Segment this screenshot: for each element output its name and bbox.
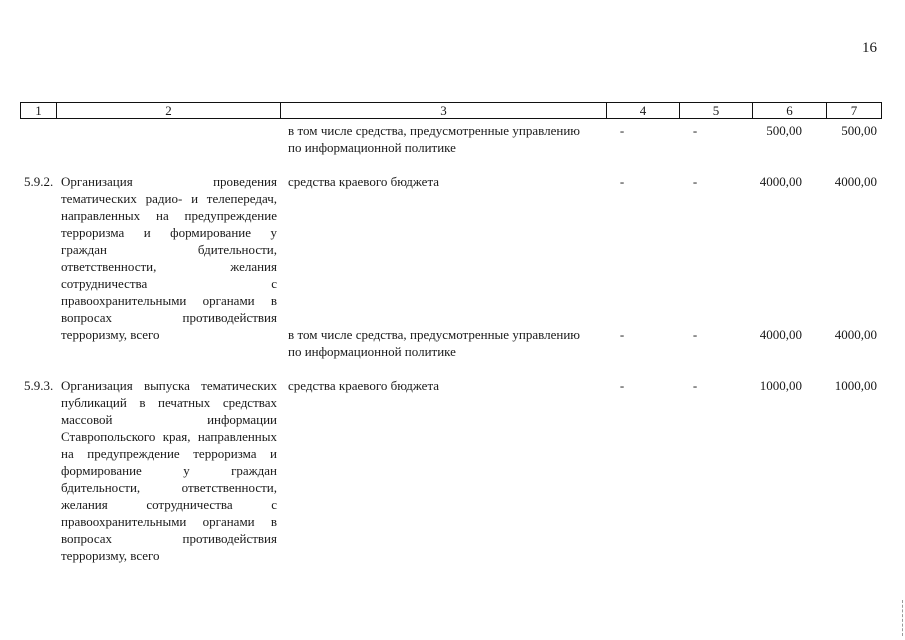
row-col6: 4000,00	[759, 174, 802, 189]
table-header-row	[20, 102, 882, 119]
header-cell-7: 7	[850, 103, 858, 118]
row-col5: -	[692, 378, 698, 393]
row-col6: 500,00	[766, 123, 802, 138]
row-number: 5.9.2.	[24, 174, 54, 189]
header-cell-2: 2	[57, 103, 281, 118]
row-source: средства краевого бюджета	[288, 378, 440, 393]
row-source: в том числе средства, предусмотренные управлению по информационной политике	[288, 327, 580, 359]
row-name: Организация проведения тематических радио- и телепередач, направленных на предупреждение терроризма и формирование у граждан бдительности, ответственности, желания сотрудничества с правоохранительными органами в вопросах противодействия терроризму, всего	[61, 174, 277, 342]
row-col5: -	[692, 174, 698, 189]
page-number: 16	[862, 40, 877, 56]
row-col7: 1000,00	[834, 378, 877, 393]
row-source: средства краевого бюджета	[288, 174, 440, 189]
row-col4: -	[619, 378, 625, 393]
row-number: 5.9.3.	[24, 378, 54, 393]
header-cell-5: 5	[680, 103, 753, 118]
row-col4: -	[619, 123, 625, 138]
header-cell-6: 6	[753, 103, 827, 118]
row-col6: 1000,00	[759, 378, 802, 393]
scan-margin-mark	[902, 600, 904, 636]
row-col7: 500,00	[841, 123, 877, 138]
row-col4: -	[619, 174, 625, 189]
row-col7: 4000,00	[834, 174, 877, 189]
header-cell-4: 4	[607, 103, 680, 118]
header-cell-1: 1	[21, 103, 57, 118]
header-cell-3: 3	[281, 103, 607, 118]
row-source: в том числе средства, предусмотренные управлению по информационной политике	[288, 123, 580, 155]
row-col4: -	[619, 327, 625, 342]
row-col5: -	[692, 327, 698, 342]
row-name: Организация выпуска тематических публикаций в печатных средствах массовой информации Ставропольского края, направленных на предупреждение терроризма и формирование у граждан бдительности, ответственности, желания сотрудничества с правоохранительными органами в вопросах противодействия терроризму, всего	[61, 378, 277, 563]
row-col5: -	[692, 123, 698, 138]
row-col6: 4000,00	[759, 327, 802, 342]
row-col7: 4000,00	[834, 327, 877, 342]
